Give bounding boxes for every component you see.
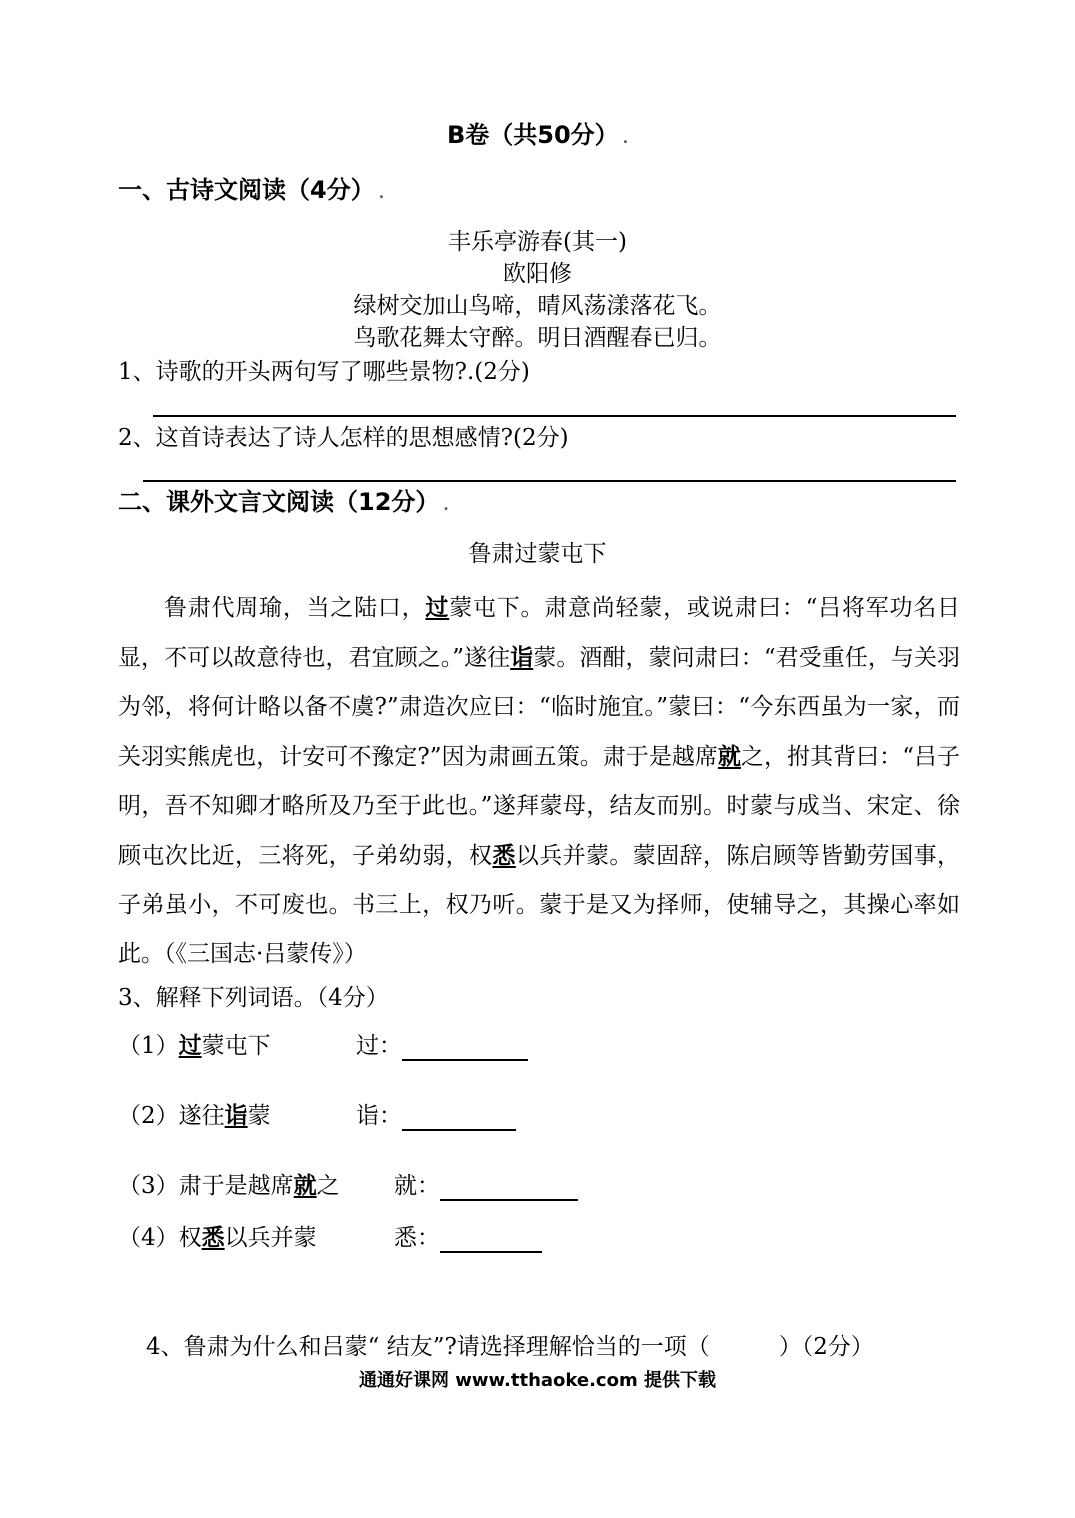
page-title <box>0 120 1075 154</box>
section2-heading-text: 二、课外文言文阅读（12分） <box>118 488 440 516</box>
item-text: 以兵并蒙 <box>224 1225 317 1251</box>
key-word-jiu: 就 <box>717 743 741 770</box>
title-text: B卷（共50分） <box>446 121 619 149</box>
answer-label: 就： <box>394 1173 440 1199</box>
page-footer: 通通好课网 www.tthaoke.com 提供下载 <box>359 1370 716 1391</box>
q3-item-3 <box>118 1171 340 1201</box>
answer-label: 诣： <box>356 1103 402 1129</box>
passage-segment: 鲁肃代周瑜，当之陆口， <box>164 595 426 621</box>
section1-heading <box>118 175 384 209</box>
item-number: （4） <box>118 1225 179 1251</box>
passage-text <box>118 583 960 979</box>
section2-heading <box>118 487 449 521</box>
answer-blank-2[interactable] <box>402 1103 516 1131</box>
item-text: 蒙屯下 <box>201 1033 271 1059</box>
answer-line-2[interactable] <box>143 480 956 482</box>
question-4: 4、鲁肃为什么和吕蒙“ 结友”?请选择理解恰当的一项（ ）（2分） <box>146 1334 874 1360</box>
passage-segment: 蒙。酒酣，蒙问肃曰：“君受重任，与关羽为邻，将何计略以备不虞?”肃造次应曰：“临时施宜。”蒙曰：“今东西虽为一家，而关羽实熊虎也，计安可不豫定?”因为肃画五策。肃于是越席 <box>118 645 960 770</box>
item-key-word: 就 <box>293 1172 317 1199</box>
passage-segment: 以兵并蒙。蒙固辞，陈启顾等皆勤劳国事，子弟虽小，不可废也。书三上，权乃听。蒙于是又为择师，使辅导之，其操心率如此。（《三国志·吕蒙传》） <box>118 843 961 967</box>
q3-answer-1 <box>356 1031 528 1061</box>
passage-segment: 之，拊其背曰：“吕子明，吾不知卿才略所及乃至于此也。”遂拜蒙母，结友而别。时蒙与成当、宋定、徐顾屯次比近，三将死，子弟幼弱，权 <box>118 744 961 869</box>
passage-segment: 蒙屯下。肃意尚轻蒙，或说肃曰：“吕将军功名日显，不可以故意待也，君宜顾之。”遂往 <box>118 595 961 671</box>
key-word-xi: 悉 <box>492 842 516 869</box>
poem-line-1: 绿树交加山鸟啼，晴风荡漾落花飞。 <box>353 293 722 319</box>
answer-label: 悉： <box>394 1225 440 1251</box>
q3-answer-2 <box>356 1101 516 1131</box>
answer-blank-1[interactable] <box>402 1033 528 1061</box>
poem-title: 丰乐亭游春(其一) <box>448 229 627 255</box>
key-word-yi: 诣 <box>510 644 534 671</box>
q3-answer-3 <box>394 1171 578 1201</box>
answer-label: 过： <box>356 1033 402 1059</box>
mark-dot: . <box>378 186 385 202</box>
item-key-word: 悉 <box>201 1224 225 1251</box>
question-3: 3、解释下列词语。（4分） <box>118 985 389 1011</box>
mark-dot: . <box>622 131 629 147</box>
item-text: 遂往 <box>178 1103 225 1129</box>
poem-author: 欧阳修 <box>503 261 572 287</box>
q3-answer-4 <box>394 1223 542 1253</box>
q3-item-2 <box>118 1101 271 1131</box>
item-text: 权 <box>178 1225 202 1251</box>
answer-blank-4[interactable] <box>440 1225 542 1253</box>
section1-heading-text: 一、古诗文阅读（4分） <box>118 176 375 204</box>
question-2: 2、这首诗表达了诗人怎样的思想感情?(2分) <box>118 425 569 451</box>
item-key-word: 过 <box>178 1032 202 1059</box>
passage-title: 鲁肃过蒙屯下 <box>468 541 607 567</box>
item-number: （1） <box>118 1033 179 1059</box>
item-text: 之 <box>316 1173 340 1199</box>
answer-blank-3[interactable] <box>440 1173 578 1201</box>
item-text: 肃于是越席 <box>178 1173 294 1199</box>
q3-item-4 <box>118 1223 317 1253</box>
item-number: （2） <box>118 1103 179 1129</box>
item-key-word: 诣 <box>224 1102 248 1129</box>
mark-dot: . <box>443 498 449 514</box>
poem-line-2: 鸟歌花舞太守醉。明日酒醒春已归。 <box>353 325 722 351</box>
item-number: （3） <box>118 1173 179 1199</box>
question-1: 1、诗歌的开头两句写了哪些景物?.(2分) <box>118 359 530 385</box>
item-text: 蒙 <box>247 1103 271 1129</box>
answer-line-1[interactable] <box>153 415 956 417</box>
key-word-guo: 过 <box>425 594 450 621</box>
q3-item-1 <box>118 1031 271 1061</box>
